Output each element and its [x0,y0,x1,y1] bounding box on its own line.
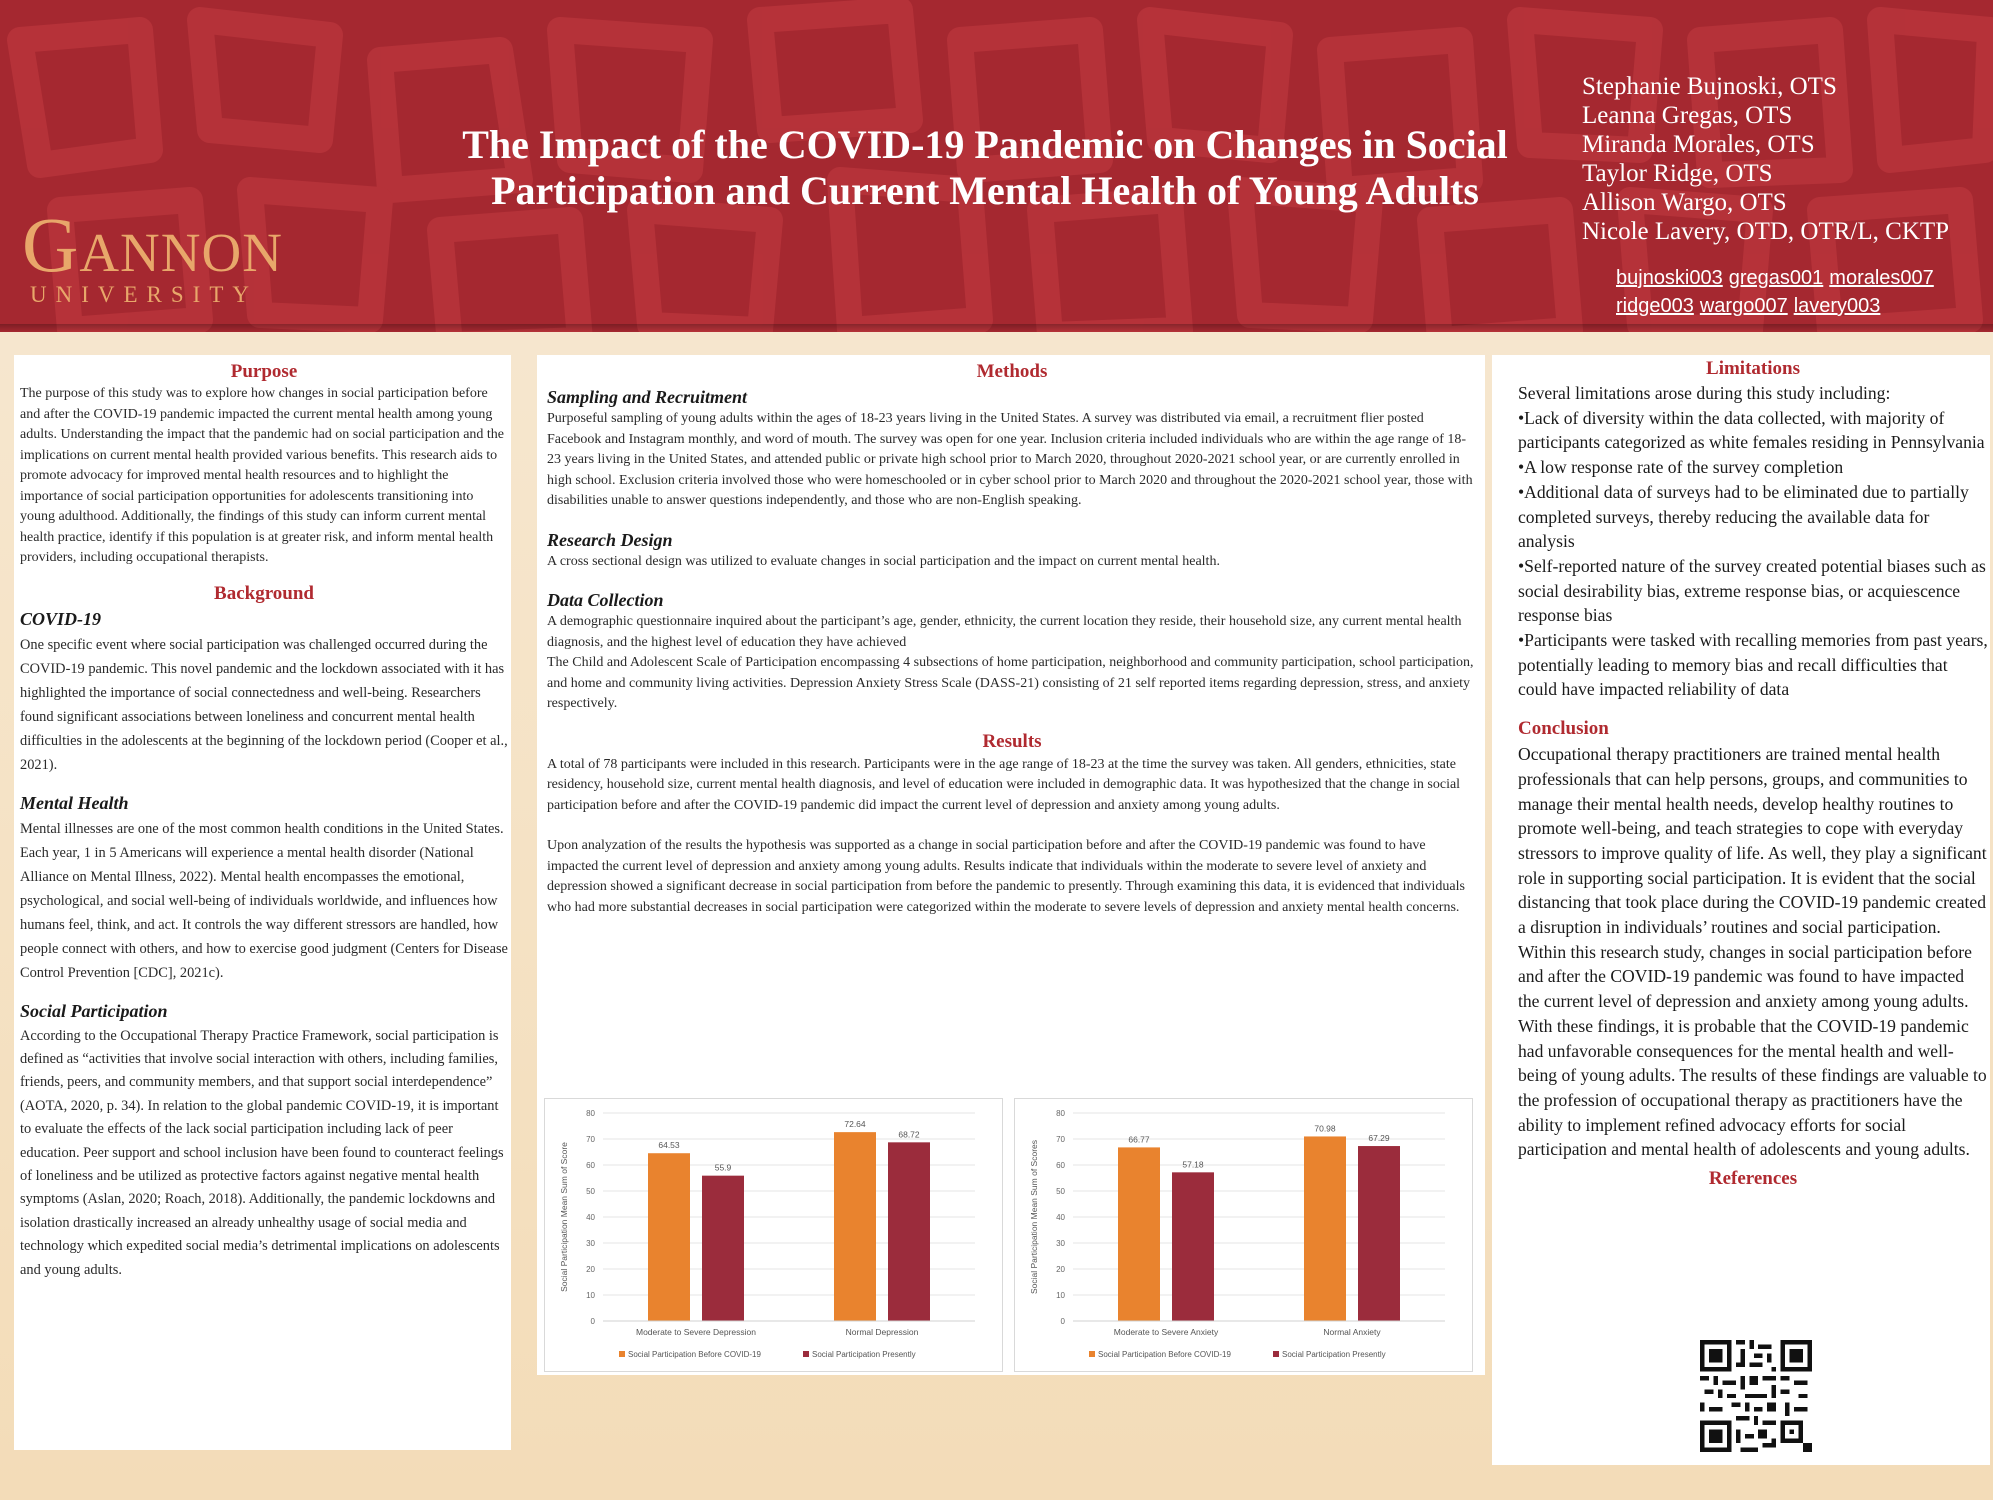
email-links [1616,264,1986,320]
author-name: Leanna Gregas, OTS [1582,102,1793,129]
background-heading: Background [214,582,314,604]
y-tick-label: 50 [1056,1187,1065,1196]
data-label: 67.29 [1368,1133,1390,1144]
university-logo-name: Gannon [22,201,283,288]
legend-swatch [619,1351,625,1357]
y-tick-label: 20 [586,1265,595,1274]
bar [1172,1172,1214,1321]
y-tick-label: 80 [1056,1109,1065,1118]
y-tick-label: 0 [590,1317,595,1326]
y-tick-label: 60 [1056,1161,1065,1170]
data-label: 66.77 [1128,1134,1150,1145]
email-link[interactable]: lavery003 [1793,295,1881,317]
left-column [14,355,511,1450]
purpose-text: The purpose of this study was to explore how changes in social participation before and after the COVID-19 pandemic impacted the current mental health among young adults. Understanding the impact that the pandemic had on social participation and the implications on current mental health provided various benefits. This research aids to promote advocacy for improved mental health resources and to highlight the importance of social participation opportunities for adolescents transitioning into young adulthood. Additionally, the findings of this study can inform current mental health practice, identify if this population is at greater risk, and inform mental health providers, including occupational therapists. [20,386,505,565]
mental-health-subheading: Mental Health [20,792,129,813]
limitation-item: •Participants were tasked with recalling memories from past years, potentially leading to memory bias and recall difficulties that could have impacted reliability of data [1518,630,1988,700]
data-label: 55.9 [714,1162,732,1173]
x-tick-label: Moderate to Severe Depression [635,1327,757,1337]
mental-health-text: Mental illnesses are one of the most common health conditions in the United States. Each year, 1 in 5 Americans will experience a mental health disorder (National Alliance on Mental Illness, 2022). Mental health encompasses the emotional, psychological, and social well-being of individuals worldwide, and influences how humans feel, think, and act. It controls the way different stressors are handled, how people connect with others, and how to exercise good judgment (Centers for Disease Control Prevention [CDC], 2021c). [20,820,508,981]
data-label: 57.18 [1182,1159,1204,1170]
data-collection-text: A demographic questionnaire inquired about the participant’s age, gender, ethnicity, the current location they reside, their household size, any current mental health diagnosis, and the highest level of education they have achieved The Child and Adolescent Scale of Participation encompassing 4 subsections of home participation, neighborhood and community participation, school participation, and home and community living activities. Depression Anxiety Stress Scale (DASS-21) consisting of 21 self reported items regarding depression, stress, and anxiety respectively. [547,614,1474,711]
y-tick-label: 20 [1056,1265,1065,1274]
covid-subheading: COVID-19 [20,608,102,629]
y-tick-label: 0 [1060,1317,1065,1326]
x-tick-label: Normal Depression [845,1327,919,1337]
data-label: 70.98 [1314,1123,1336,1134]
x-tick-label: Normal Anxiety [1323,1327,1381,1337]
right-column [1492,355,1990,1465]
y-tick-label: 70 [1056,1135,1065,1144]
research-design-subheading: Research Design [547,529,673,550]
limitation-item: •Self-reported nature of the survey created potential biases such as social desirability bias, extreme response bias, or acquiescence response bias [1518,555,1986,626]
limitations-heading: Limitations [1706,358,1800,379]
legend-label: Social Participation Presently [812,1350,916,1359]
y-tick-label: 80 [586,1109,595,1118]
bar [834,1132,876,1321]
y-tick-label: 10 [1056,1291,1065,1300]
y-tick-label: 30 [1056,1239,1065,1248]
purpose-heading: Purpose [230,361,298,382]
anxiety-bar-chart [1014,1098,1473,1372]
email-link[interactable]: gregas001 [1728,267,1824,289]
legend-label: Social Participation Presently [1282,1350,1386,1359]
anxiety-chart-svg [1015,1099,1474,1373]
y-tick-label: 40 [586,1213,595,1222]
author-name: Nicole Lavery, OTD, OTR/L, CKTP [1582,218,1950,245]
x-tick-label: Moderate to Severe Anxiety [1113,1327,1219,1337]
depression-chart-svg [545,1099,1004,1373]
depression-bar-chart [544,1098,1003,1372]
results-heading: Results [982,730,1042,752]
y-tick-label: 40 [1056,1213,1065,1222]
research-design-text: A cross sectional design was utilized to evaluate changes in social participation and the impact on current mental health. [547,553,1220,569]
results-text-2: Upon analyzation of the results the hypothesis was supported as a change in social participation before and after the COVID-19 pandemic was found to have impacted the current level of depression and anxiety among young adults. Results indicate that individuals within the moderate to severe level of anxiety and depression showed a significant decrease in social participation from before the pandemic to presently. Through examining this data, it is evidenced that individuals who had more substantial decreases in social participation were categorized within the moderate to severe levels of depression and anxiety mental health concerns. [547,838,1465,915]
data-label: 72.64 [844,1119,866,1130]
author-name: Taylor Ridge, OTS [1582,160,1773,187]
email-link[interactable]: wargo007 [1699,295,1788,317]
legend-swatch [803,1351,809,1357]
title-line-1: The Impact of the COVID-19 Pandemic on Changes in Social [462,122,1508,167]
limitations-intro: Several limitations arose during this study including: [1518,383,1891,403]
references-qr-code[interactable] [1700,1340,1812,1452]
y-axis-label: Social Participation Mean Sum of Scores [1029,1139,1039,1295]
data-collection-subheading: Data Collection [547,590,664,610]
bar [1304,1136,1346,1321]
y-tick-label: 10 [586,1291,595,1300]
legend-label: Social Participation Before COVID-19 [628,1350,761,1359]
y-tick-label: 30 [586,1239,595,1248]
header-banner [0,0,1993,332]
bar [702,1176,744,1321]
covid-text: One specific event where social participation was challenged occurred during the COVID-19 pandemic. This novel pandemic and the lockdown associated with it has highlighted the importance of social connectedness and well-being. Researchers found significant associations between loneliness and concurrent mental health difficulties in the adolescents at the beginning of the lockdown period (Cooper et al., 2021). [20,636,508,773]
legend-label: Social Participation Before COVID-19 [1098,1350,1231,1359]
poster-title [410,122,1560,214]
author-name: Stephanie Bujnoski, OTS [1582,73,1837,100]
university-logo-subtitle: UNIVERSITY [30,282,258,307]
email-link[interactable]: bujnoski003 [1616,267,1723,289]
email-link[interactable]: ridge003 [1616,295,1694,317]
data-label: 68.72 [898,1129,920,1140]
email-link[interactable]: morales007 [1829,267,1934,289]
bar [1358,1146,1400,1321]
methods-heading: Methods [976,361,1048,382]
limitation-item: •Lack of diversity within the data collected, with majority of participants categorized as white females residing in Pennsylvania [1518,407,1985,453]
banner-shadow [0,324,1993,332]
sampling-text: Purposeful sampling of young adults within the ages of 18-23 years living in the United States. A survey was distributed via email, a recruitment flier posted Facebook and Instagram monthly, and word of mouth. The survey was open for one year. Inclusion criteria included individuals who are within the age range of 18-23 years living in the United States, and attended public or private high school prior to March 2020, throughout 2020-2021 school year, or are currently enrolled in high school. Exclusion criteria involved those who were homeschooled or in cyber school prior to March 2020 and throughout the 2020-2021 school year, those with disabilities unable to answer questions independently, and those who are non-English speaking. [547,411,1473,508]
limitation-item: •A low response rate of the survey completion [1518,457,1844,478]
conclusion-text: Occupational therapy practitioners are trained mental health professionals that can help persons, groups, and communities to manage their mental health needs, develop healthy routines to promote well-being, and teach strategies to cope with everyday stressors to improve quality of life. As well, they play a significant role in supporting social participation. It is evident that the social distancing that took place during the COVID-19 pandemic created a disruption in individuals’ routines and social participation. Within this research study, changes in social participation before and after the COVID-19 pandemic was found to have impacted the current level of depression and anxiety among young adults. With these findings, it is probable that the COVID-19 pandemic had unfavorable consequences for the mental health and well-being of young adults. The results of these findings are valuable to the profession of occupational therapy as practitioners have the ability to implement refined advocacy efforts for social participation and mental health of adolescents and young adults. [1518,744,1987,1160]
y-tick-label: 70 [586,1135,595,1144]
bar [888,1142,930,1321]
references-heading: References [1708,1168,1798,1190]
bar [1118,1147,1160,1321]
bar [648,1153,690,1321]
author-name: Allison Wargo, OTS [1582,189,1787,216]
conclusion-heading: Conclusion [1518,718,1609,740]
limitation-item: •Additional data of surveys had to be eliminated due to partially completed surveys, thereby reducing the available data for analysis [1518,481,1969,552]
author-list [1582,72,1987,246]
legend-swatch [1273,1351,1279,1357]
results-text-1: A total of 78 participants were included in this research. Participants were in the age range of 18-23 at the time the survey was taken. All genders, ethnicities, state residency, household size, current mental health diagnosis, and level of education were included in demographic data. It was hypothesized that the change in social participation before and after the COVID-19 pandemic did impact the current level of depression and anxiety among young adults. [547,756,1461,813]
social-participation-subheading: Social Participation [20,1000,168,1021]
title-line-2: Participation and Current Mental Health of Young Adults [491,168,1479,213]
y-tick-label: 50 [586,1187,595,1196]
sampling-subheading: Sampling and Recruitment [547,387,748,407]
legend-swatch [1089,1351,1095,1357]
y-axis-label: Social Participation Mean Sum of Score [559,1142,569,1292]
author-name: Miranda Morales, OTS [1582,131,1815,158]
data-label: 64.53 [658,1140,680,1151]
y-tick-label: 60 [586,1161,595,1170]
social-participation-text: According to the Occupational Therapy Practice Framework, social participation is defined as “activities that involve social interaction with others, including families, friends, peers, and community members, and that support social interdependence” (AOTA, 2020, p. 34). In relation to the global pandemic COVID-19, it is important to evaluate the effects of the lack social participation including lack of peer education. Peer support and school inclusion have been found to counteract feelings of loneliness and be utilized as protective factors against negative mental health symptoms (Aslan, 2020; Roach, 2018). Additionally, the pandemic lockdowns and isolation drastically increased an already unhealthy usage of social media and technology which expedited social media’s detrimental implications on adolescents and young adults. [20,1027,504,1278]
